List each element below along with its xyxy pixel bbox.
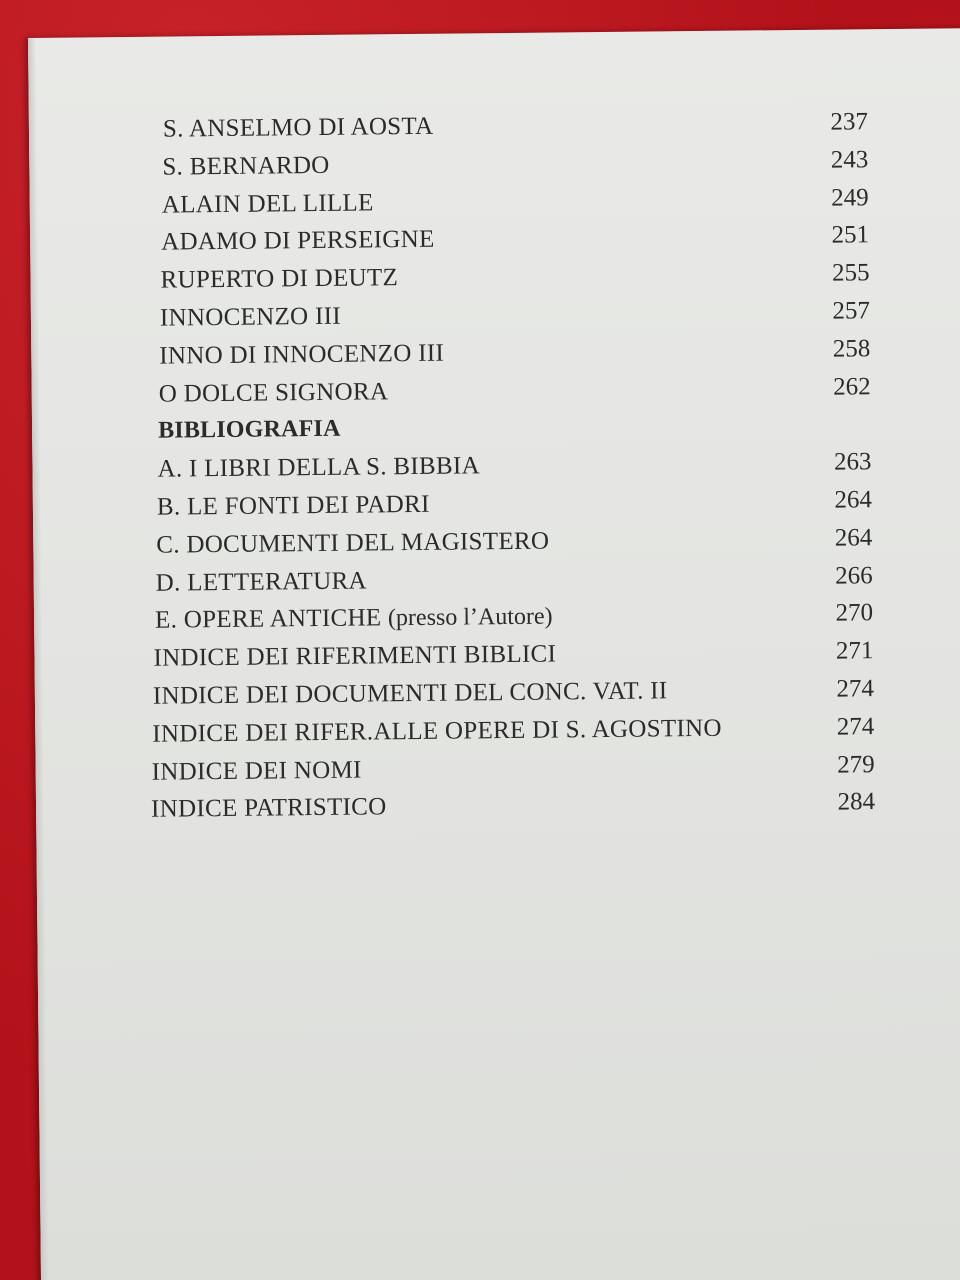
section-heading-title: BIBLIOGRAFIA — [157, 416, 341, 445]
toc-entry-page: 271 — [835, 637, 874, 665]
toc-entry-title: INDICE PATRISTICO — [150, 793, 387, 824]
toc-entry-page: 257 — [832, 297, 871, 325]
toc-entry-page: 274 — [836, 675, 875, 703]
table-of-contents — [133, 103, 875, 829]
toc-entry-title: INNOCENZO III — [159, 302, 342, 332]
toc-entry-title: D. LETTERATURA — [155, 567, 367, 597]
toc-entry-title: INDICE DEI RIFER.ALLE OPERE DI S. AGOSTINO — [152, 714, 722, 748]
toc-entry-title: S. BERNARDO — [162, 151, 330, 181]
toc-entry-title-group — [155, 598, 553, 641]
toc-entry-page: 255 — [831, 259, 870, 287]
page-edge-shadow — [28, 38, 49, 1280]
toc-entry-page: 264 — [834, 523, 873, 552]
toc-entry-title: ALAIN DEL LILLE — [161, 188, 374, 219]
toc-entry-title: INDICE DEI NOMI — [151, 756, 362, 786]
toc-entry-page: 251 — [831, 221, 870, 249]
toc-entry-page: 258 — [832, 334, 871, 363]
toc-entry-page: 270 — [835, 599, 874, 627]
toc-entry-note: (presso l’Autore) — [387, 603, 553, 632]
book-page — [28, 28, 960, 1280]
toc-entry-title: INNO DI INNOCENZO III — [159, 339, 445, 370]
toc-entry-title: S. ANSELMO DI AOSTA — [162, 112, 434, 143]
toc-entry-page: 237 — [830, 108, 869, 136]
toc-entry-page: 274 — [836, 712, 875, 741]
toc-entry-title: E. OPERE ANTICHE — [154, 604, 382, 635]
toc-entry-page: 266 — [835, 561, 873, 590]
toc-entry-page: 243 — [830, 146, 869, 174]
toc-entry-title: C. DOCUMENTI DEL MAGISTERO — [156, 527, 550, 559]
toc-entry-title: INDICE DEI RIFERIMENTI BIBLICI — [153, 640, 557, 672]
toc-entry-page: 263 — [833, 448, 872, 476]
toc-entry-title: INDICE DEI DOCUMENTI DEL CONC. VAT. II — [152, 677, 668, 710]
toc-entry-page: 262 — [833, 372, 871, 401]
toc-entry-title: ADAMO DI PERSEIGNE — [161, 226, 435, 257]
toc-entry-page: 249 — [831, 183, 869, 212]
toc-entry-title: A. I LIBRI DELLA S. BIBBIA — [157, 452, 481, 483]
toc-entry-page: 264 — [834, 486, 873, 514]
toc-entry-title: O DOLCE SIGNORA — [158, 377, 389, 408]
toc-entry-title: B. LE FONTI DEI PADRI — [156, 490, 430, 521]
toc-entry-page: 279 — [837, 750, 875, 779]
toc-entry — [151, 784, 875, 829]
toc-entry-title: RUPERTO DI DEUTZ — [160, 264, 399, 294]
toc-entry-page: 284 — [837, 788, 876, 816]
